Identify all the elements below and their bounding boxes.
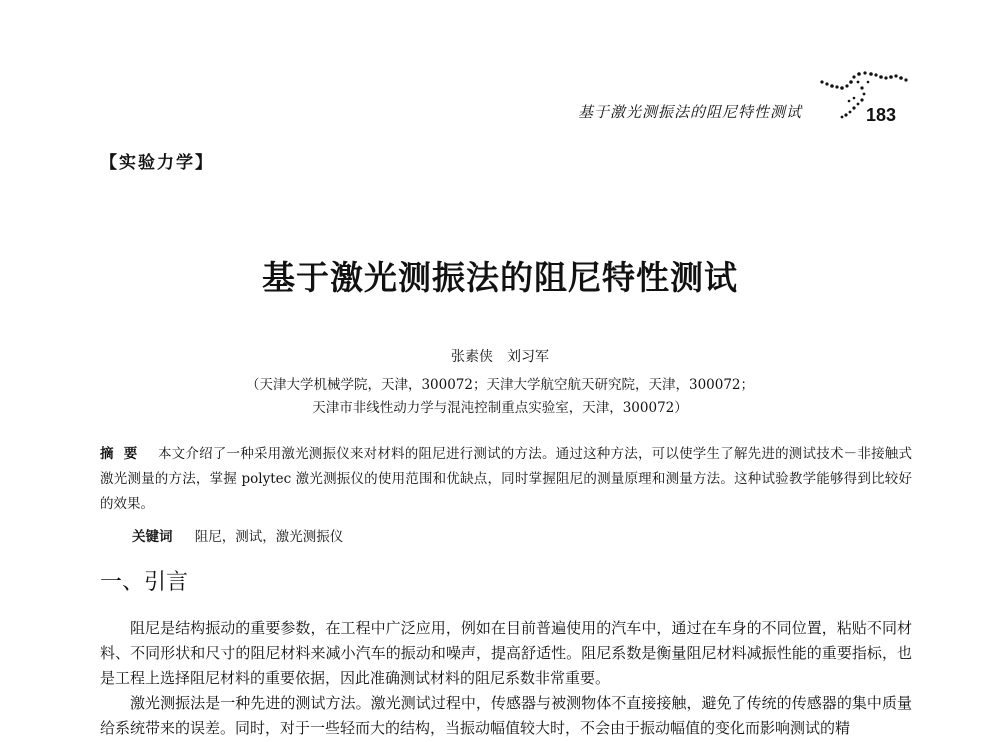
keywords-text: 阻尼，测试，激光测振仪 [194, 529, 344, 545]
abstract-label: 摘要 [100, 446, 148, 462]
page-number: 183 [866, 105, 897, 125]
paper-title: 基于激光测振法的阻尼特性测试 [262, 258, 738, 297]
affiliation-line-1: （天津大学机械学院，天津，300072；天津大学航空航天研究院，天津，300072； [245, 377, 755, 393]
keywords [132, 525, 343, 545]
section-heading: 一、引言 [100, 569, 189, 594]
abstract-text: 本文介绍了一种采用激光测振仪来对材料的阻尼进行测试的方法。通过这种方法，可以使学生了解先进的测试技术－非接触式激光测量的方法，掌握 polytec 激光测振仪的使用范围和优缺点，同时掌握阻尼的测量原理和测量方法。这种试验教学能够得到比较好的效果。 [100, 446, 913, 512]
keywords-label: 关键词 [132, 529, 173, 545]
section-tag: 【实验力学】 [100, 153, 214, 173]
affiliation-line-2: 天津市非线性动力学与混沌控制重点实验室，天津，300072） [312, 400, 688, 416]
authors: 张素侠 刘习军 [451, 349, 549, 365]
running-header-title: 基于激光测振法的阻尼特性测试 [578, 103, 803, 121]
body-paragraph-1: 阻尼是结构振动的重要参数，在工程中广泛应用，例如在目前普遍使用的汽车中，通过在车身的不同位置，粘贴不同材料、不同形状和尺寸的阻尼材料来减小汽车的振动和噪声，提高舒适性。阻尼系数是衡量阻尼材料减振性能的重要指标，也是工程上选择阻尼材料的重要依据，因此准确测试材料的阻尼系数非常重要。 [100, 619, 912, 687]
abstract [100, 442, 912, 517]
body-paragraph-2: 激光测振法是一种先进的测试方法。激光测试过程中，传感器与被测物体不直接接触，避免了传统的传感器的集中质量给系统带来的误差。同时，对于一些轻而大的结构，当振动幅值较大时，不会由于振动幅值的变化而影响测试的精 [100, 694, 912, 737]
